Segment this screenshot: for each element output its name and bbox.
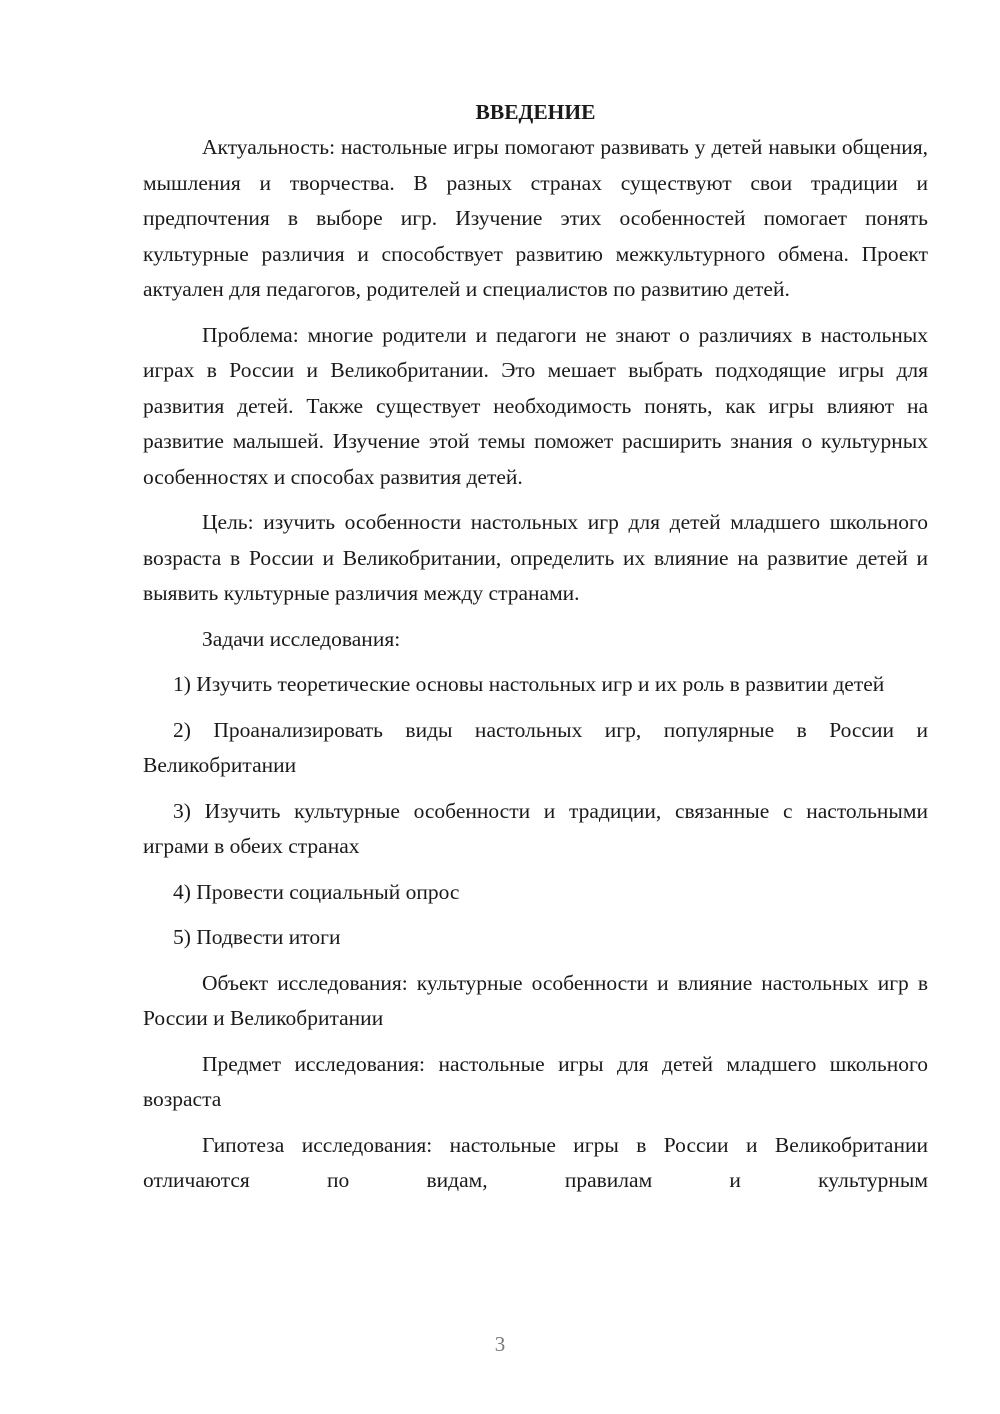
page-number: 3 — [494, 1332, 506, 1356]
task-item-4: 4) Провести социальный опрос — [173, 879, 460, 904]
section-heading: ВВЕДЕНИЕ — [475, 100, 596, 124]
paragraph-relevance: Актуальность: настольные игры помогают развивать у детей навыки общения, мышления и творчества. В разных странах существуют свои традиции и предпочтения в выборе игр. Изучение этих особенностей помогает понять культурные различия и способствует развитию межкультурного обмена. Проект актуален для педагогов, родителей и специалистов по развитию детей. — [143, 135, 928, 301]
tasks-heading: Задачи исследования: — [202, 626, 401, 651]
paragraph-goal: Цель: изучить особенности настольных игр для детей младшего школьного возраста в России и Великобритании, определить их влияние на развитие детей и выявить культурные различия между странами. — [143, 510, 928, 605]
task-item-1: 1) Изучить теоретические основы настольных игр и их роль в развитии детей — [173, 672, 885, 696]
task-item-2: 2) Проанализировать виды настольных игр, популярные в России и Великобритании — [143, 717, 928, 777]
paragraph-subject: Предмет исследования: настольные игры для детей младшего школьного возраста — [143, 1051, 928, 1111]
paragraph-object: Объект исследования: культурные особенности и влияние настольных игр в России и Великобритании — [143, 970, 928, 1030]
task-item-5: 5) Подвести итоги — [173, 925, 341, 949]
task-item-3: 3) Изучить культурные особенности и традиции, связанные с настольными играми в обеих странах — [143, 798, 928, 858]
paragraph-problem: Проблема: многие родители и педагоги не знают о различиях в настольных играх в России и Великобритании. Это мешает выбрать подходящие игры для развития детей. Также существует необходимость понять, как игры влияют на развитие малышей. Изучение этой темы поможет расширить знания о культурных особенностях и способах развития детей. — [143, 322, 928, 489]
paragraph-hypothesis: Гипотеза исследования: настольные игры в России и Великобритании отличаются по видам, правилам и культурным — [143, 1132, 928, 1192]
page-body — [143, 94, 928, 1199]
